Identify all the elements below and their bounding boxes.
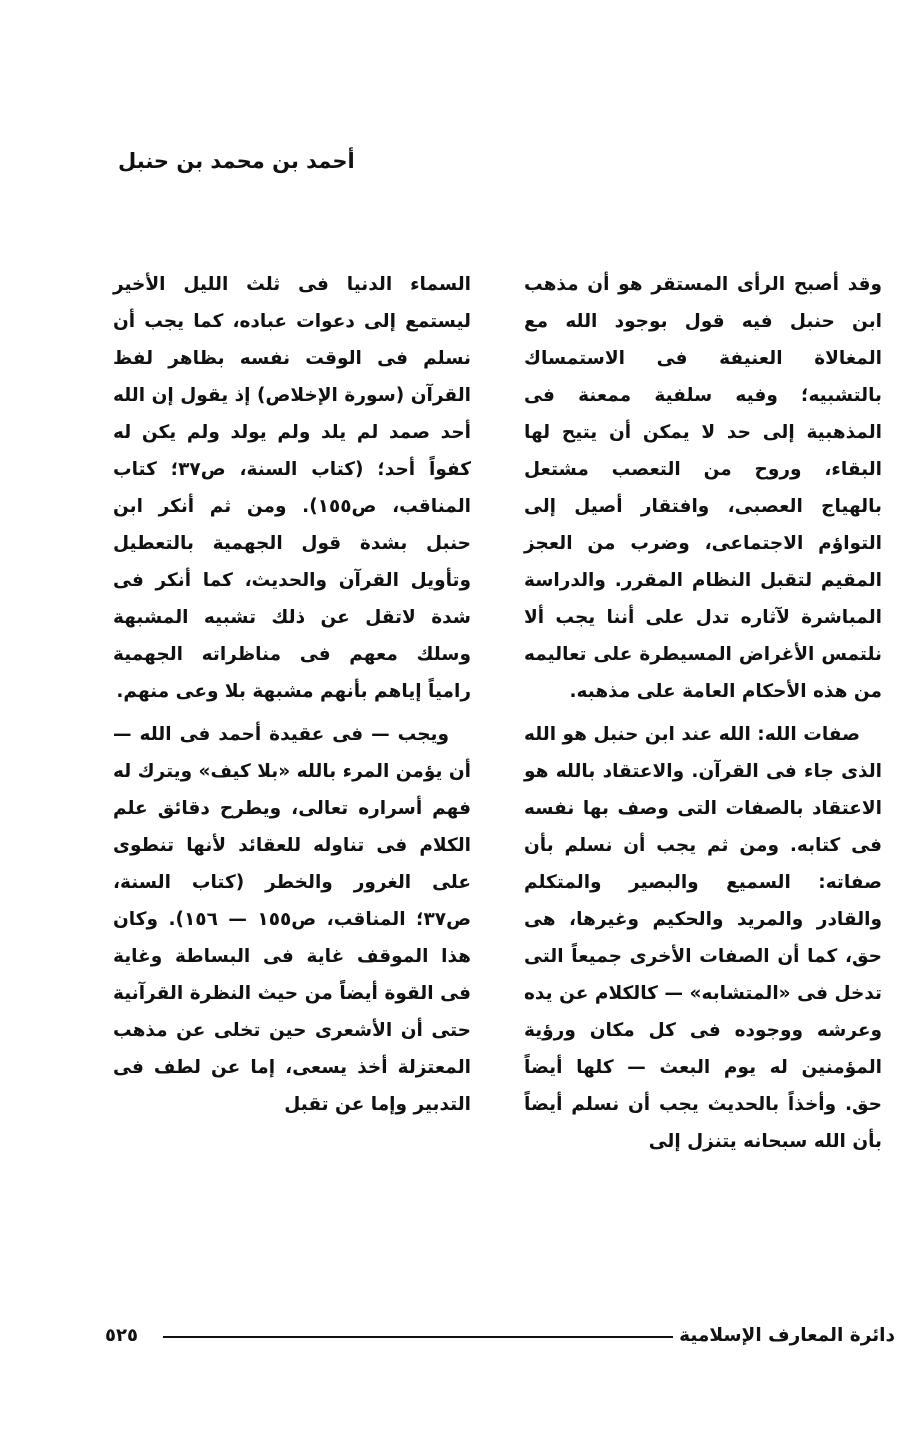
paragraph-attributes-of-god [524, 716, 882, 1160]
text-column-right [524, 266, 882, 1160]
page-footer [105, 1320, 895, 1352]
paragraph-attributes-body: الله عند ابن حنبل هو الله الذى جاء فى القرآن. والاعتقاد بالله هو الاعتقاد بالصفات التى وصف بها نفسه فى كتابه. ومن ثم يجب أن نسلم بأن صفاته: السميع والبصير والمتكلم والقادر والمريد والحكيم وغيرها، هى حق، كما أن الصفات الأخرى جميعاً التى تدخل فى «المتشابه» — كالكلام عن يده وعرشه ووجوده فى كل مكان ورؤية المؤمنين له يوم البعث — كلها أيضاً حق. وأخذاً بالحديث يجب أن نسلم أيضاً بأن الله سبحانه يتنزل إلى [524, 724, 882, 1152]
section-heading-attributes: صفات الله: [757, 724, 860, 745]
running-head-title: أحمد بن محمد بن حنبل [118, 149, 355, 173]
footer-encyclopedia-title: دائرة المعارف الإسلامية [679, 1325, 895, 1346]
paragraph-descent-and-tanzih: السماء الدنيا فى ثلث الليل الأخير ليستمع إلى دعوات عباده، كما يجب أن نسلم فى الوقت نفسه بظاهر لفظ القرآن (سورة الإخلاص) إذ يقول إن الله أحد صمد لم يلد ولم يولد ولم يكن له كفواً أحد؛ (كتاب السنة، ص٣٧؛ كتاب المناقب، ص١٥٥). ومن ثم أنكر ابن حنبل بشدة قول الجهمية بالتعطيل وتأويل القرآن والحديث، كما أنكر فى شدة لاتقل عن ذلك تشبيه المشبهة وسلك معهم فى مناظراته الجهمية رامياً إياهم بأنهم مشبهة بلا وعى منهم. [113, 274, 472, 702]
text-column-left [113, 266, 471, 1123]
paragraph-madhhab-assessment: وقد أصبح الرأى المستقر هو أن مذهب ابن حنبل فيه قول بوجود الله مع المغالاة العنيفة فى الاستمساك بالتشبيه؛ وفيه سلفية ممعنة فى المذهبية إلى حد لا يمكن أن يتيح لها البقاء، وروح من التعصب مشتعل بالهياج العصبى، وافتقار أصيل إلى التواؤم الاجتماعى، وضرب من العجز المقيم لتقبل النظام المقرر. والدراسة المباشرة لآثاره تدل على أننا يجب ألا نلتمس الأغراض المسيطرة على تعاليمه من هذه الأحكام العامة على مذهبه. [524, 274, 882, 702]
page-number: ٥٢٥ [105, 1325, 138, 1346]
footer-rule-divider [163, 1336, 673, 1338]
paragraph-bila-kayf: ويجب — فى عقيدة أحمد فى الله — أن يؤمن المرء بالله «بلا كيف» ويترك له فهم أسراره تعالى، ويطرح دقائق علم الكلام فى تناوله للعقائد لأنها تنطوى على الغرور والخطر (كتاب السنة، ص٣٧؛ المناقب، ص١٥٥ — ١٥٦). وكان هذا الموقف غاية فى البساطة وغاية فى القوة أيضاً من حيث النظرة القرآنية حتى أن الأشعرى حين تخلى عن مذهب المعتزلة أخذ يسعى، إما عن لطف فى التدبير وإما عن تقبل [113, 724, 471, 1115]
